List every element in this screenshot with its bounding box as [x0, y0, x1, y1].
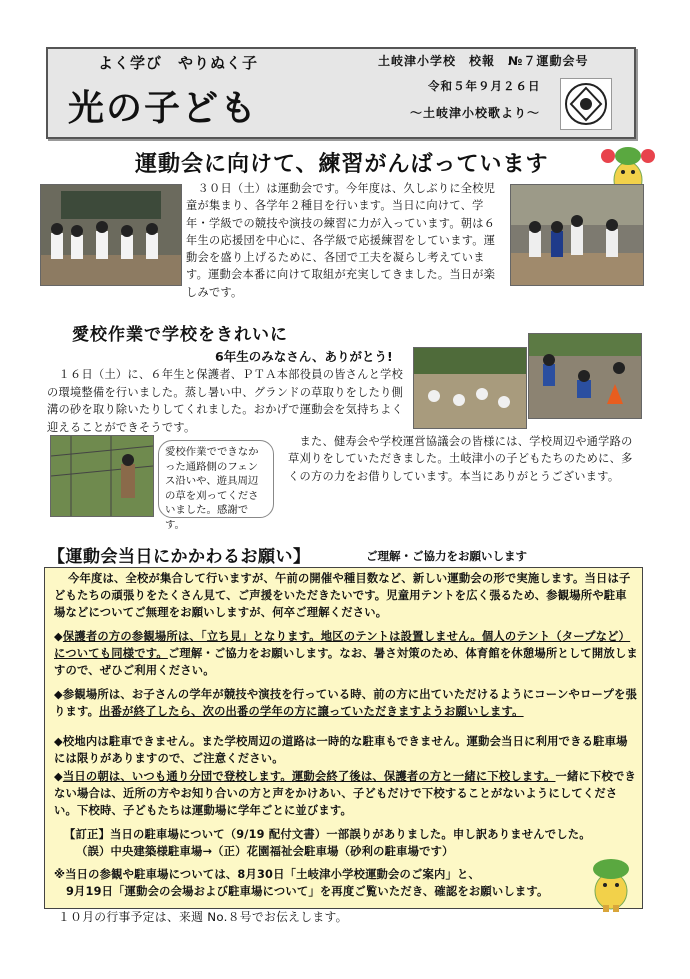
notice-item-cones-detail: ◆参観場所は、お子さんの学年が競技や演技を行っている時、前の方に出ていただけるようにコーンやロープを張ります。: [54, 688, 637, 719]
section-body-community-thanks: また、健寿会や学校運営協議会の皆様には、学校周辺や通学路の草刈りをしていただきました。土岐津小の子どもたちのために、多くの方の力をお借りしています。本当にありがとうございます。: [288, 435, 633, 483]
notice-correction: [64, 826, 624, 860]
mascot-icon: [585, 855, 637, 913]
reference-line-2: 9月19日「運動会の会場および駐車場について」を再度ご覧いただき、確認をお願いします。: [66, 885, 549, 899]
newsletter-title: 光の子ども: [68, 88, 259, 129]
notice-item-commute-after: 運動会終了後は、保護者の方と一緒に下校します。: [291, 770, 556, 783]
notice-item-viewing-area: [54, 628, 638, 680]
section-heading-sports-practice: 運動会に向けて、練習がんばっています: [135, 152, 549, 177]
notice-item-viewing-area-detail: ご理解・ご協力をお願いします。なお、暑さ対策のため、体育館を休憩場所として開放しますので、ぜひご利用ください。: [54, 647, 638, 678]
notice-item-cones-emphasis: 出番が終了したら、次の出番の学年の方に譲っていただきますようお願いします。: [99, 705, 524, 719]
notice-reference: [54, 866, 574, 900]
issue-date: 令和５年９月２６日: [428, 79, 541, 93]
bullet-icon: ◆: [54, 770, 63, 783]
photo-cheer-practice: [510, 184, 644, 286]
photo-ditch-cleaning: [528, 333, 642, 419]
notice-item-commute-detail: 一緒に下校できない場合は、近所の方やお知り合いの方と声をかけあい、子どもだけで下校することがないようにしてください。下校時、子どもたちは運動場に学年ごとに並びます。: [54, 770, 636, 818]
section-heading-cleanup: 愛校作業で学校をきれいに: [72, 325, 288, 345]
section-subheading-requests: ご理解・ご協力をお願いします: [366, 549, 527, 563]
title-source: ～土岐津小校歌より～: [410, 106, 541, 120]
correction-line-2: （誤）中央建築様駐車場→（正）花園福祉会駐車場（砂利の駐車場です）: [76, 845, 454, 859]
section-body-cleanup: １６日（土）に、６年生と保護者、ＰＴＡ本部役員の皆さんと学校の環境整備を行いました。蒸し暑い中、グランドの草取りをしたり側溝の砂を取り除いたりしてくれました。おかげで運動会を気持ちよく迎えることができそうです。: [47, 368, 404, 434]
notice-item-cones: [54, 686, 638, 720]
correction-line-1: 【訂正】当日の駐車場について（9/19 配付文書）一部誤りがありました。申し訳ありませんでした。: [64, 828, 591, 841]
school-motto: よく学び やりぬく子: [98, 54, 259, 72]
reference-line-1: ※当日の参観や駐車場については、8月30日「土岐津小学校運動会のご案内」と、: [54, 868, 481, 881]
section-body-sports-practice: ３０日（土）は運動会です。今年度は、久しぶりに全校児童が集まり、各学年２種目を行います。当日に向けて、学年・学級での競技や演技の練習に力が入っています。朝は６年生の応援団を中心に、各学級で応援練習をしています。運動会を盛り上げるために、各団で工夫を凝らし考えています。運動会本番に向けて取組が充実してきました。当日が楽しみです。: [186, 182, 496, 299]
section-subheading-thanks: 6年生のみなさん、ありがとう!: [215, 349, 393, 364]
footer-next-issue: １０月の行事予定は、来週 No.８号でお伝えします。: [58, 910, 348, 924]
notice-item-commute: [54, 768, 638, 820]
issue-label: 土岐津小学校 校報 №７運動会号: [378, 54, 589, 68]
speech-bubble: 愛校作業でできなかった通路側のフェンス沿いや、遊具周辺の草を刈ってくださいました。感謝です。: [158, 440, 274, 518]
notice-item-viewing-area-emphasis: 保護者の方の参観場所は、「立ち見」となります。地区のテントは設置しません。個人のテント（タープなど）についても同様です。: [54, 630, 631, 661]
notice-item-parking: ◆校地内は駐車できません。また学校周辺の道路は一時的な駐車もできません。運動会当日に利用できる駐車場には限りがありますので、ご注意ください。: [54, 735, 628, 766]
photo-ground-weeding: [413, 347, 527, 429]
notice-item-commute-morning: 当日の朝は、いつも通り分団で登校します。: [62, 770, 292, 783]
bullet-icon: ◆: [54, 630, 63, 643]
notice-intro: 今年度は、全校が集合して行いますが、午前の開催や種目数など、新しい運動会の形で実施します。当日は子どもたちの頑張りをたくさん見て、ご声援をいただきたいです。児童用テントを広く張るため、参観場所や駐車場などについてご無理をお願いしますが、何卒ご理解ください。: [54, 572, 631, 620]
section-heading-requests: 【運動会当日にかかわるお願い】: [48, 547, 311, 567]
photo-classroom-practice: [40, 184, 182, 286]
school-emblem-icon: [560, 78, 612, 130]
photo-fence-mowing: [50, 435, 154, 517]
